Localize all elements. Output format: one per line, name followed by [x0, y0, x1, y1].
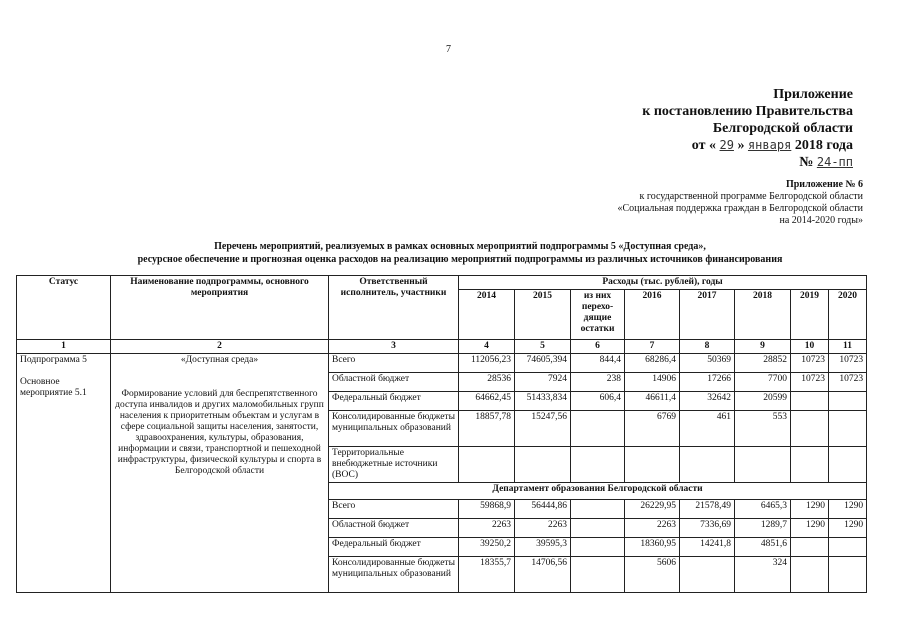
- header-carryover: из них перехо-дящие остатки: [571, 290, 625, 340]
- value-cell: 15247,56: [515, 411, 571, 447]
- value-cell: [829, 538, 867, 557]
- value-cell: 59868,9: [459, 500, 515, 519]
- approval-line: Белгородской области: [712, 121, 853, 136]
- value-cell: 10723: [791, 354, 829, 373]
- value-cell: [515, 447, 571, 483]
- value-cell: [829, 557, 867, 593]
- value-cell: 10723: [829, 373, 867, 392]
- value-cell: 32642: [680, 392, 735, 411]
- header-status: Статус: [17, 276, 111, 340]
- value-cell: [829, 392, 867, 411]
- value-cell: 28536: [459, 373, 515, 392]
- status-measure: Основное мероприятие 5.1: [20, 377, 87, 398]
- approval-number: [593, 154, 853, 171]
- source-label: Областной бюджет: [329, 373, 459, 392]
- header-year: 2018: [735, 290, 791, 340]
- header-year: 2020: [829, 290, 867, 340]
- value-cell: 553: [735, 411, 791, 447]
- heading-line: Перечень мероприятий, реализуемых в рамках основных мероприятий подпрограммы 5 «Доступная среда»,: [214, 241, 706, 252]
- annex-block: [613, 179, 863, 227]
- value-cell: [571, 557, 625, 593]
- value-cell: 56444,86: [515, 500, 571, 519]
- status-subprogram: Подпрограмма 5: [20, 355, 87, 365]
- heading-line: ресурсное обеспечение и прогнозная оценка расходов на реализацию мероприятий подпрограммы из различных источников финансирования: [137, 254, 783, 265]
- header-year: 2017: [680, 290, 735, 340]
- value-cell: 39595,3: [515, 538, 571, 557]
- value-cell: [571, 538, 625, 557]
- value-cell: [791, 538, 829, 557]
- date-year: 2018 года: [794, 138, 853, 153]
- source-label: Консолидированные бюджеты муниципальных образований: [329, 557, 459, 593]
- value-cell: [791, 411, 829, 447]
- value-cell: 20599: [735, 392, 791, 411]
- value-cell: [680, 447, 735, 483]
- value-cell: 7336,69: [680, 519, 735, 538]
- department-title: Департамент образования Белгородской области: [329, 483, 867, 500]
- col-number: 2: [111, 340, 329, 354]
- value-cell: [735, 447, 791, 483]
- expenses-table: [16, 275, 867, 593]
- handwritten-day: 29: [719, 138, 734, 152]
- value-cell: [791, 447, 829, 483]
- source-label: Всего: [329, 354, 459, 373]
- value-cell: 18360,95: [625, 538, 680, 557]
- source-label: Федеральный бюджет: [329, 392, 459, 411]
- value-cell: 14706,56: [515, 557, 571, 593]
- handwritten-month: января: [747, 138, 792, 152]
- value-cell: 14241,8: [680, 538, 735, 557]
- document-heading: [100, 240, 820, 266]
- header-expenses: Расходы (тыс. рублей), годы: [459, 276, 867, 290]
- value-cell: 18355,7: [459, 557, 515, 593]
- col-number: 8: [680, 340, 735, 354]
- value-cell: 51433,834: [515, 392, 571, 411]
- value-cell: 68286,4: [625, 354, 680, 373]
- header-year: 2015: [515, 290, 571, 340]
- value-cell: [459, 447, 515, 483]
- header-year: 2014: [459, 290, 515, 340]
- value-cell: 2263: [515, 519, 571, 538]
- value-cell: 17266: [680, 373, 735, 392]
- value-cell: 26229,95: [625, 500, 680, 519]
- value-cell: 1290: [791, 519, 829, 538]
- col-number: 7: [625, 340, 680, 354]
- value-cell: 28852: [735, 354, 791, 373]
- value-cell: 461: [680, 411, 735, 447]
- name-cell: [111, 354, 329, 593]
- date-mid: »: [737, 138, 745, 153]
- value-cell: 50369: [680, 354, 735, 373]
- annex-text: к государственной программе Белгородской области «Социальная поддержка граждан в Белгородской области на 2014-2020 годы»: [617, 191, 863, 226]
- value-cell: [571, 500, 625, 519]
- col-number: 11: [829, 340, 867, 354]
- measure-description: Формирование условий для беспрепятственного доступа инвалидов и других маломобильных групп населения к приоритетным объектам и услугам в сфере социальной защиты населения, занятости, здравоохранения, культуры, образования, информации и связи, транспортной и пешеходной инфраструктуры, физической культуры и спорта в Белгородской области: [115, 389, 324, 476]
- annex-title: Приложение № 6: [785, 179, 863, 190]
- value-cell: 324: [735, 557, 791, 593]
- value-cell: 6465,3: [735, 500, 791, 519]
- source-label: Консолидированные бюджеты муниципальных образований: [329, 411, 459, 447]
- value-cell: 1290: [791, 500, 829, 519]
- value-cell: [829, 447, 867, 483]
- value-cell: 1289,7: [735, 519, 791, 538]
- value-cell: 6769: [625, 411, 680, 447]
- value-cell: [571, 519, 625, 538]
- value-cell: [680, 557, 735, 593]
- value-cell: 74605,394: [515, 354, 571, 373]
- value-cell: 2263: [625, 519, 680, 538]
- status-cell: [17, 354, 111, 593]
- handwritten-number: 24-пп: [816, 155, 853, 169]
- col-number: 6: [571, 340, 625, 354]
- value-cell: [829, 411, 867, 447]
- value-cell: 112056,23: [459, 354, 515, 373]
- value-cell: 18857,78: [459, 411, 515, 447]
- col-number: 5: [515, 340, 571, 354]
- source-label: Всего: [329, 500, 459, 519]
- value-cell: [571, 411, 625, 447]
- value-cell: 7924: [515, 373, 571, 392]
- header-year: 2016: [625, 290, 680, 340]
- value-cell: 606,4: [571, 392, 625, 411]
- header-name: Наименование подпрограммы, основного мероприятия: [111, 276, 329, 340]
- value-cell: [791, 392, 829, 411]
- approval-block: [593, 86, 853, 171]
- col-number: 9: [735, 340, 791, 354]
- approval-line: к постановлению Правительства: [642, 104, 853, 119]
- value-cell: 4851,6: [735, 538, 791, 557]
- value-cell: 46611,4: [625, 392, 680, 411]
- value-cell: 21578,49: [680, 500, 735, 519]
- approval-date: [593, 137, 853, 154]
- source-label: Территориальные внебюджетные источники (ВОС): [329, 447, 459, 483]
- value-cell: 10723: [829, 354, 867, 373]
- value-cell: 238: [571, 373, 625, 392]
- source-label: Федеральный бюджет: [329, 538, 459, 557]
- value-cell: [571, 447, 625, 483]
- value-cell: 5606: [625, 557, 680, 593]
- value-cell: 844,4: [571, 354, 625, 373]
- approval-title: Приложение: [773, 87, 853, 102]
- col-number: 3: [329, 340, 459, 354]
- col-number: 4: [459, 340, 515, 354]
- col-number: 10: [791, 340, 829, 354]
- source-label: Областной бюджет: [329, 519, 459, 538]
- header-year: 2019: [791, 290, 829, 340]
- value-cell: 14906: [625, 373, 680, 392]
- value-cell: 2263: [459, 519, 515, 538]
- header-executor: Ответственный исполнитель, участники: [329, 276, 459, 340]
- value-cell: 1290: [829, 519, 867, 538]
- page-number: 7: [446, 44, 451, 55]
- value-cell: 7700: [735, 373, 791, 392]
- value-cell: 64662,45: [459, 392, 515, 411]
- program-title: «Доступная среда»: [180, 355, 259, 365]
- col-number: 1: [17, 340, 111, 354]
- value-cell: [791, 557, 829, 593]
- date-prefix: от «: [691, 138, 716, 153]
- number-prefix: №: [799, 155, 814, 170]
- table-row: [17, 354, 867, 373]
- value-cell: 1290: [829, 500, 867, 519]
- value-cell: 39250,2: [459, 538, 515, 557]
- value-cell: [625, 447, 680, 483]
- value-cell: 10723: [791, 373, 829, 392]
